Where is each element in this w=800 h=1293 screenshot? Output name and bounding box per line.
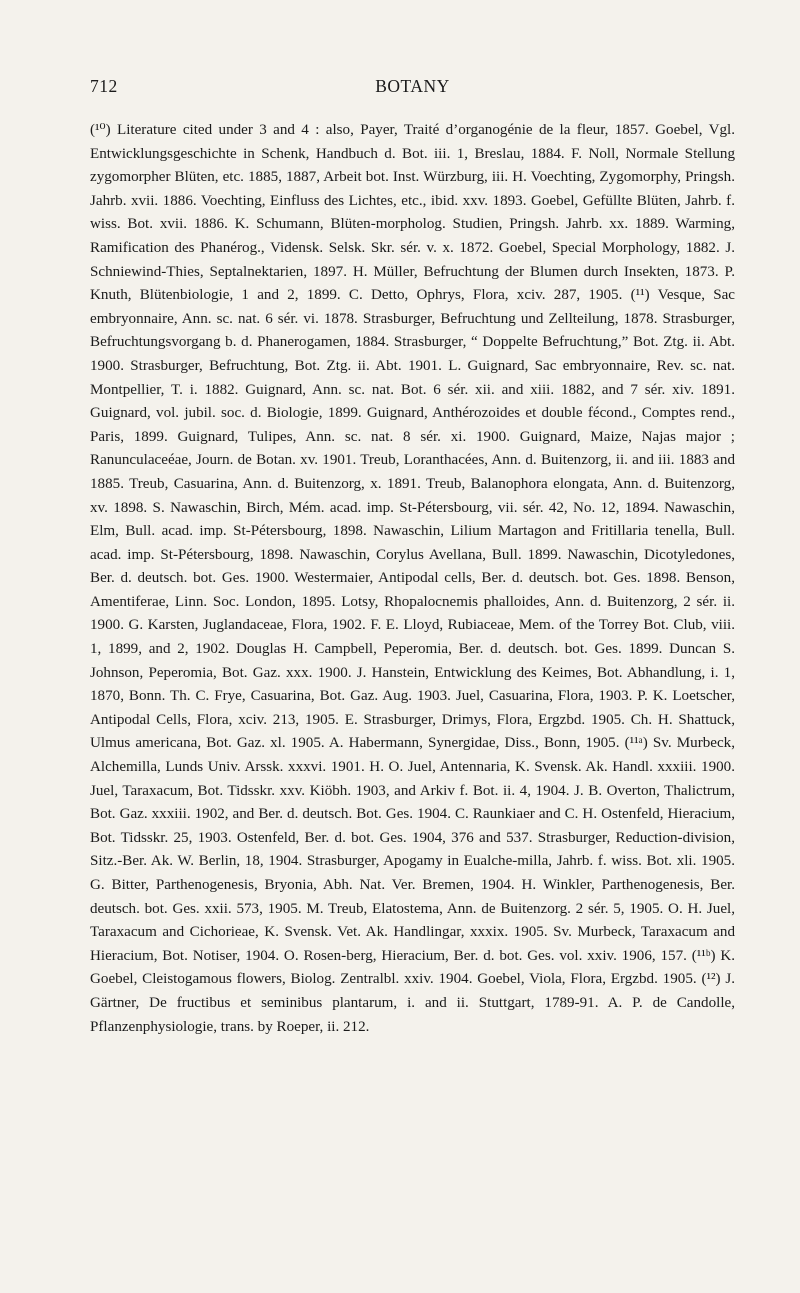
running-title: BOTANY — [375, 76, 450, 96]
references-block — [90, 119, 735, 1039]
page-header — [90, 76, 735, 106]
page-number: 712 — [90, 76, 118, 96]
reference-paragraph: (¹⁰) Literature cited under 3 and 4 : also, Payer, Traité d’organogénie de la fleur, 1857. Goebel, Vgl. Entwicklungsgeschichte in Schenk, Handbuch d. Bot. iii. 1, Breslau, 1884. F. Noll, Normale Stellung zygomorpher Blüten, etc. 1885, 1887, Arbeit bot. Inst. Würzburg, iii. H. Voechting, Zygomorphy, Pringsh. Jahrb. xvii. 1886. Voechting, Einfluss des Lichtes, etc., ibid. xxv. 1893. Goebel, Gefüllte Blüten, Jahrb. f. wiss. Bot. xvii. 1886. K. Schumann, Blüten-morpholog. Studien, Pringsh. Jahrb. xx. 1889. Warming, Ramification des Phanérog., Vidensk. Selsk. Skr. sér. v. x. 1872. Goebel, Special Morphology, 1882. J. Schniewind-Thies, Septalnektarien, 1897. H. Müller, Befruchtung der Blumen durch Insekten, 1873. P. Knuth, Blütenbiologie, 1 and 2, 1899. C. Detto, Ophrys, Flora, xciv. 287, 1905. (¹¹) Vesque, Sac embryonnaire, Ann. sc. nat. 6 sér. vi. 1878. Strasburger, Befruchtung und Zellteilung, 1878. Strasburger, Befruchtungsvorgang b. d. Phanerogamen, 1884. Strasburger, “ Doppelte Befruchtung,” Bot. Ztg. ii. Abt. 1900. Strasburger, Befruchtung, Bot. Ztg. ii. Abt. 1901. L. Guignard, Sac embryonnaire, Rev. sc. nat. Montpellier, T. i. 1882. Guignard, Ann. sc. nat. Bot. 6 sér. xii. and xiii. 1882, and 7 sér. xiv. 1891. Guignard, vol. jubil. soc. d. Biologie, 1899. Guignard, Anthérozoides et double fécond., Comptes rend., Paris, 1899. Guignard, Tulipes, Ann. sc. nat. 8 sér. xi. 1900. Guignard, Maize, Najas major ; Ranunculaceéae, Journ. de Botan. xv. 1901. Treub, Loranthacées, Ann. d. Buitenzorg, ii. and iii. 1883 and 1885. Treub, Casuarina, Ann. d. Buitenzorg, x. 1891. Treub, Balanophora elongata, Ann. d. Buitenzorg, xv. 1898. S. Nawaschin, Birch, Mém. acad. imp. St-Pétersbourg, vii. sér. 42, No. 12, 1894. Nawaschin, Elm, Bull. acad. imp. St-Pétersbourg, 1898. Nawaschin, Lilium Martagon and Fritillaria tenella, Bull. acad. imp. St-Pétersbourg, 1898. Nawaschin, Corylus Avellana, Bull. 1899. Nawaschin, Dicotyledones, Ber. d. deutsch. bot. Ges. 1900. Westermaier, Antipodal cells, Ber. d. deutsch. bot. Ges. 1898. Benson, Amentiferae, Linn. Soc. London, 1895. Lotsy, Rhopalocnemis phalloides, Ann. d. Buitenzorg, 2 sér. ii. 1900. G. Karsten, Juglandaceae, Flora, 1902. F. E. Lloyd, Rubiaceae, Mem. of the Torrey Bot. Club, viii. 1, 1899, and 2, 1902. Douglas H. Campbell, Peperomia, Ber. d. deutsch. bot. Ges. 1899. Duncan S. Johnson, Peperomia, Bot. Gaz. xxx. 1900. J. Hanstein, Entwicklung des Keimes, Bot. Abhandlung, i. 1, 1870, Bonn. Th. C. Frye, Casuarina, Bot. Gaz. Aug. 1903. Juel, Casuarina, Flora, 1903. P. K. Loetscher, Antipodal Cells, Flora, xciv. 213, 1905. E. Strasburger, Drimys, Flora, Ergzbd. 1905. Ch. H. Shattuck, Ulmus americana, Bot. Gaz. xl. 1905. A. Habermann, Synergidae, Diss., Bonn, 1905. (¹¹ᵃ) Sv. Murbeck, Alchemilla, Lunds Univ. Arssk. xxxvi. 1901. H. O. Juel, Antennaria, K. Svensk. Ak. Handl. xxxiii. 1900. Juel, Taraxacum, Bot. Tidsskr. xxv. Kiöbh. 1903, and Arkiv f. Bot. ii. 4, 1904. J. B. Overton, Thalictrum, Bot. Gaz. xxxiii. 1902, and Ber. d. deutsch. Bot. Ges. 1904. C. Raunkiaer and C. H. Ostenfeld, Hieracium, Bot. Tidsskr. 25, 1903. Ostenfeld, Ber. d. bot. Ges. 1904, 376 and 537. Strasburger, Reduction-division, Sitz.-Ber. Ak. W. Berlin, 18, 1904. Strasburger, Apogamy in Eualche-milla, Jahrb. f. wiss. Bot. xli. 1905. G. Bitter, Parthenogenesis, Bryonia, Abh. Nat. Ver. Bremen, 1904. H. Winkler, Parthenogenesis, Ber. deutsch. bot. Ges. xxii. 573, 1905. M. Treub, Elatostema, Ann. de Buitenzorg. 2 sér. 5, 1905. O. H. Juel, Taraxacum and Cichorieae, K. Svensk. Vet. Ak. Handlingar, xxxix. 1905. Sv. Murbeck, Taraxacum and Hieracium, Bot. Notiser, 1904. O. Rosen-berg, Hieracium, Ber. d. bot. Ges. vol. xxiv. 1906, 157. (¹¹ᵇ) K. Goebel, Cleistogamous flowers, Biolog. Zentralbl. xxiv. 1904. Goebel, Viola, Flora, Ergzbd. 1905. (¹²) J. Gärtner, De fructibus et seminibus plantarum, i. and ii. Stuttgart, 1789-91. A. P. de Candolle, Pflanzenphysiologie, trans. by Roeper, ii. 212. — [90, 122, 735, 1035]
